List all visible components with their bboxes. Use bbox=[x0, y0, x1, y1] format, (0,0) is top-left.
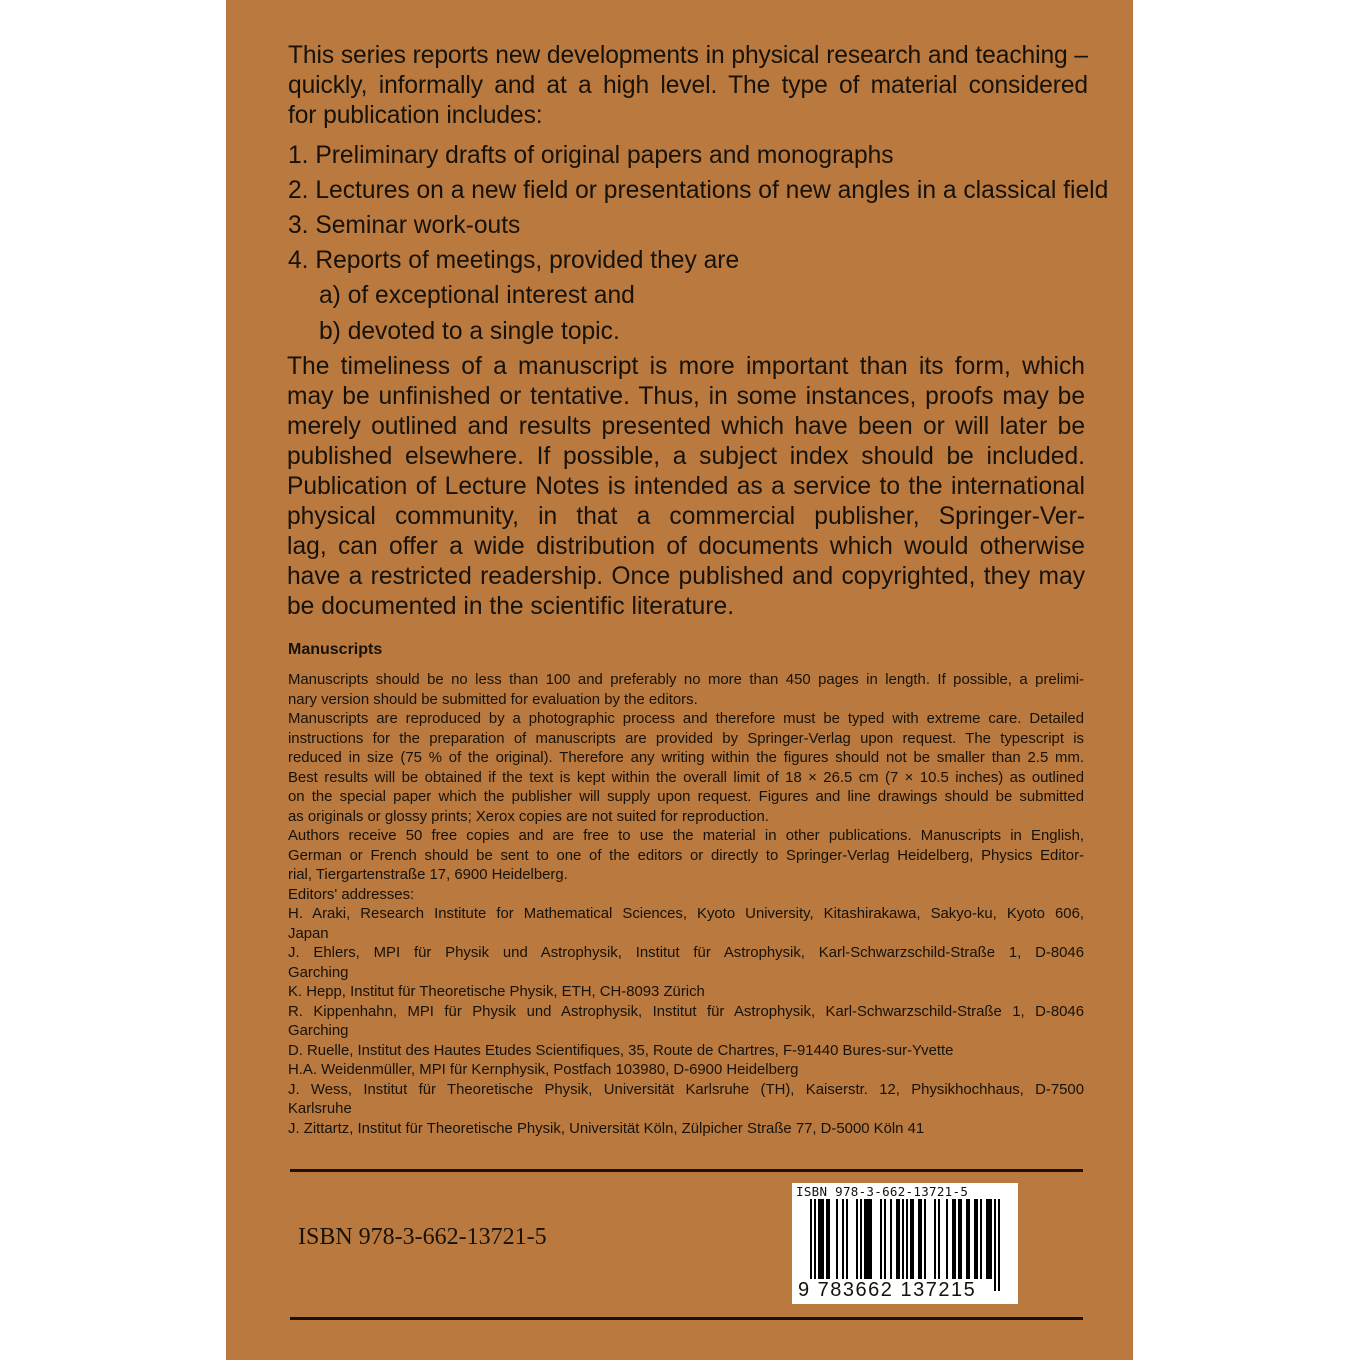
barcode-bar bbox=[918, 1199, 920, 1279]
barcode-bar bbox=[818, 1199, 820, 1279]
list-item: 1. Preliminary drafts of original papers and monographs bbox=[288, 142, 894, 169]
barcode-digits: 9 783662 137215 bbox=[798, 1279, 977, 1301]
paragraph-line: lag, can offer a wide distribution of documents which would otherwise bbox=[287, 533, 1085, 560]
manuscripts-line: Manuscripts are reproduced by a photographic process and therefore must be typed with extreme care. Detailed bbox=[288, 711, 1084, 727]
paragraph-line: merely outlined and results presented which have been or will later be bbox=[287, 413, 1085, 440]
editor-address: J. Ehlers, MPI für Physik und Astrophysik, Institut für Astrophysik, Karl-Schwarzschild-Straße 1, D-8046 bbox=[288, 945, 1084, 961]
manuscripts-line: rial, Tiergartenstraße 17, 6900 Heidelberg. bbox=[288, 867, 568, 883]
barcode-bar bbox=[866, 1199, 868, 1279]
editor-address: R. Kippenhahn, MPI für Physik und Astrophysik, Institut für Astrophysik, Karl-Schwarzschild-Straße 1, D-8046 bbox=[288, 1003, 1084, 1020]
divider-bottom bbox=[290, 1317, 1083, 1320]
barcode-bar bbox=[860, 1199, 862, 1279]
editor-address: H.A. Weidenmüller, MPI für Kernphysik, Postfach 103980, D-6900 Heidelberg bbox=[288, 1062, 799, 1078]
manuscripts-line: Manuscripts should be no less than 100 and preferably no more than 450 pages in length. If possible, a prelimi- bbox=[288, 672, 1084, 688]
barcode-bar bbox=[920, 1199, 922, 1279]
list-item: 2. Lectures on a new field or presentations of new angles in a classical field bbox=[288, 177, 1109, 204]
barcode-bar bbox=[898, 1199, 900, 1279]
manuscripts-heading: Manuscripts bbox=[288, 641, 383, 658]
barcode-bar bbox=[842, 1199, 844, 1279]
manuscripts-line: nary version should be submitted for evaluation by the editors. bbox=[288, 691, 698, 708]
editor-address: Karlsruhe bbox=[288, 1101, 352, 1117]
list-item: 3. Seminar work-outs bbox=[288, 212, 521, 239]
barcode-bar bbox=[856, 1199, 858, 1279]
barcode-bar bbox=[902, 1199, 904, 1291]
barcode-bar bbox=[884, 1199, 886, 1279]
barcode-bar bbox=[910, 1199, 912, 1279]
barcode-bar bbox=[998, 1199, 1000, 1291]
barcode-bar bbox=[938, 1199, 940, 1279]
editor-address: Japan bbox=[288, 925, 329, 942]
barcode-bar bbox=[820, 1199, 822, 1279]
barcode-bar bbox=[994, 1199, 996, 1291]
manuscripts-line: Best results will be obtained if the text is kept within the overall limit of 18 × 26.5 cm (7 × 10.5 inches) as outlined bbox=[288, 769, 1084, 786]
barcode-bar bbox=[974, 1199, 976, 1279]
barcode-bars bbox=[792, 1199, 1018, 1291]
editor-address: K. Hepp, Institut für Theoretische Physik, ETH, CH-8093 Zürich bbox=[288, 984, 705, 1000]
isbn-text: ISBN 978-3-662-13721-5 bbox=[298, 1224, 547, 1250]
manuscripts-line: German or French should be sent to one of the editors or directly to Springer-Verlag Heidelberg, Physics Editor- bbox=[288, 847, 1084, 864]
editor-address: J. Wess, Institut für Theoretische Physik, Universität Karlsruhe (TH), Kaiserstr. 12, Physikhochhaus, D-7500 bbox=[288, 1081, 1084, 1098]
barcode-bar bbox=[986, 1199, 988, 1279]
list-subitem: b) devoted to a single topic. bbox=[319, 318, 620, 345]
barcode-bar bbox=[868, 1199, 870, 1279]
barcode-isbn-label: ISBN 978-3-662-13721-5 bbox=[796, 1184, 969, 1199]
barcode-bar bbox=[814, 1199, 816, 1291]
manuscripts-text bbox=[288, 671, 1084, 1139]
paragraph-line: Publication of Lecture Notes is intended as a service to the international bbox=[287, 473, 1085, 500]
barcode-bar bbox=[828, 1199, 830, 1279]
manuscripts-line: instructions for the preparation of manuscripts are provided by Springer-Verlag upon request. The typescript is bbox=[288, 730, 1084, 747]
barcode-bar bbox=[958, 1199, 960, 1279]
divider-top bbox=[290, 1169, 1083, 1172]
paragraph-line: may be unfinished or tentative. Thus, in some instances, proofs may be bbox=[287, 383, 1085, 410]
manuscripts-line: Editors' addresses: bbox=[288, 886, 415, 903]
barcode-bar bbox=[912, 1199, 914, 1279]
barcode-bar bbox=[896, 1199, 898, 1279]
barcode-bar bbox=[960, 1199, 962, 1279]
list-subitem: a) of exceptional interest and bbox=[319, 282, 635, 309]
editor-address: Garching bbox=[288, 964, 349, 981]
paragraph-line: The timeliness of a manuscript is more important than its form, which bbox=[287, 353, 1085, 380]
barcode-bar bbox=[946, 1199, 948, 1279]
barcode-bar bbox=[966, 1199, 968, 1279]
barcode-bar bbox=[976, 1199, 978, 1279]
barcode-bar bbox=[934, 1199, 936, 1279]
barcode-bar bbox=[968, 1199, 970, 1279]
paragraph-line: have a restricted readership. Once published and copyrighted, they may bbox=[287, 563, 1085, 590]
intro-line: for publication includes: bbox=[288, 102, 543, 129]
paragraph-line: physical community, in that a commercial publisher, Springer-Ver- bbox=[287, 503, 1085, 530]
isbn-barcode bbox=[792, 1183, 1018, 1304]
manuscripts-line: as originals or glossy prints; Xerox copies are not suited for reproduction. bbox=[288, 808, 769, 825]
paragraph-line: published elsewhere. If possible, a subject index should be included. bbox=[287, 443, 1085, 470]
barcode-bar bbox=[836, 1199, 838, 1279]
series-description bbox=[288, 41, 1088, 131]
barcode-bar bbox=[988, 1199, 990, 1279]
intro-line: quickly, informally and at a high level. The type of material considered bbox=[288, 72, 1088, 99]
editor-address: Garching bbox=[288, 1023, 349, 1039]
barcode-bar bbox=[810, 1199, 812, 1291]
intro-line: This series reports new developments in physical research and teaching – bbox=[288, 42, 1088, 69]
barcode-bar bbox=[822, 1199, 824, 1279]
editor-address: J. Zittartz, Institut für Theoretische Physik, Universität Köln, Zülpicher Straße 77, D-5000 Köln 41 bbox=[288, 1120, 925, 1137]
barcode-bar bbox=[906, 1199, 908, 1291]
editor-address: H. Araki, Research Institute for Mathematical Sciences, Kyoto University, Kitashirakawa, Sakyo-ku, Kyoto 606, bbox=[288, 906, 1084, 922]
barcode-bar bbox=[846, 1199, 848, 1279]
barcode-bar bbox=[954, 1199, 956, 1279]
editor-address: D. Ruelle, Institut des Hautes Etudes Scientifiques, 35, Route de Chartres, F-91440 Bures-sur-Yvette bbox=[288, 1042, 954, 1059]
barcode-bar bbox=[864, 1199, 866, 1279]
manuscripts-line: on the special paper which the publisher will supply upon request. Figures and line drawings should be submitted bbox=[288, 789, 1084, 805]
barcode-bar bbox=[826, 1199, 828, 1279]
material-list bbox=[288, 141, 1108, 353]
list-item: 4. Reports of meetings, provided they are bbox=[288, 247, 740, 274]
paragraph-line: be documented in the scientific literature. bbox=[287, 593, 735, 620]
barcode-bar bbox=[870, 1199, 872, 1279]
barcode-bar bbox=[952, 1199, 954, 1279]
manuscripts-line: reduced in size (75 % of the original). Therefore any writing within the figures should not be smaller than 2.5 mm. bbox=[288, 750, 1084, 766]
barcode-bar bbox=[990, 1199, 992, 1279]
barcode-bar bbox=[880, 1199, 882, 1279]
barcode-bar bbox=[924, 1199, 926, 1279]
barcode-bar bbox=[890, 1199, 892, 1279]
manuscripts-line: Authors receive 50 free copies and are free to use the material in other publications. Manuscripts in English, bbox=[288, 828, 1084, 844]
timeliness-paragraph bbox=[287, 352, 1085, 622]
barcode-bar bbox=[980, 1199, 982, 1279]
